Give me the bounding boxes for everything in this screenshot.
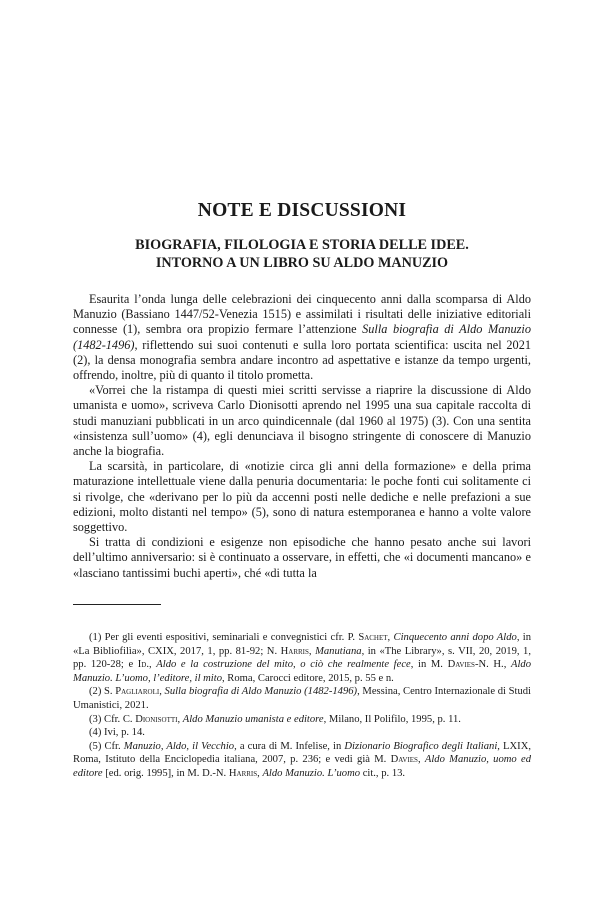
fn1-d: , <box>308 645 316 657</box>
fn5-g: cit., p. 13. <box>360 767 406 779</box>
fn5-author-1: Davies <box>390 754 418 766</box>
footnote-3 <box>73 713 531 727</box>
footnote-2 <box>73 685 531 712</box>
fn1-title-3: Aldo e la costruzione del mito, o ciò che realmente fece <box>156 659 411 671</box>
fn5-d: , <box>417 754 425 766</box>
footnote-4: (4) Ivi, p. 14. <box>89 727 145 739</box>
fn1-title-4: Aldo Manuzio. L’uomo, l’editore, il mito <box>73 659 531 684</box>
fn1-f: , <box>149 659 157 671</box>
fn5-f: , <box>257 767 263 779</box>
fn5-b: , a cura di M. Infelise, in <box>234 740 345 752</box>
fn2-a: (2) S. <box>89 686 116 698</box>
fn1-i: , Roma, Carocci editore, 2015, p. 55 e n. <box>222 672 394 684</box>
footnote-5 <box>73 740 531 781</box>
article-body <box>73 292 531 581</box>
fn1-title-2: Manutiana <box>315 645 362 657</box>
fn1-title-1: Cinquecento anni dopo Aldo <box>393 632 517 643</box>
paragraph-1 <box>73 292 531 383</box>
article-title-line-1: BIOGRAFIA, FILOLOGIA E STORIA DELLE IDEE. <box>135 237 469 253</box>
fn1-author-1: Sachet <box>358 632 388 643</box>
fn1-a: (1) Per gli eventi espositivi, seminariali e convegnistici cfr. P. <box>89 632 359 643</box>
paragraph-4: Si tratta di condizioni e esigenze non episodiche che hanno pesato anche sui lavori dell’ultimo anniversario: si è continuato a osservare, in effetti, che «i documenti mancano» e «lasciano tantissimi buchi aperti», ché «di tutta la <box>73 535 531 580</box>
fn2-title: Sulla biografia di Aldo Manuzio (1482-1496) <box>164 686 358 698</box>
fn2-c: , Messina, Centro Internazionale di Studi Umanistici, 2021. <box>73 686 531 711</box>
fn2-author: Pagliaroli <box>115 686 160 698</box>
fn3-c: , Milano, Il Polifilo, 1995, p. 11. <box>323 713 461 725</box>
fn1-author-4: Davies <box>447 659 475 671</box>
fn3-author: Dionisotti <box>135 713 178 725</box>
fn5-a: (5) Cfr. <box>89 740 124 752</box>
fn3-a: (3) Cfr. C. <box>89 713 136 725</box>
paragraph-3: La scarsità, in particolare, di «notizie circa gli anni della formazione» e della prima maturazione intellettuale viene dalla penuria documentaria: le poche fonti cui solitamente ci si rivolge, che «derivano per lo più da accenni posti nelle dediche e nelle prefazioni a sue edizioni, molto distanti nel tempo» (5), sono di natura estemporanea e hanno a volte valore soggettivo. <box>73 459 531 535</box>
footnote-separator <box>73 604 161 605</box>
book-title-italic: Sulla biografia di Aldo Manuzio (1482-1496) <box>73 322 531 352</box>
fn5-c: , LXIX, Roma, Istituto della Enciclopedia italiana, 2007, p. 236; e vedi già M. <box>73 740 531 766</box>
fn5-title-3: Aldo Manuzio, uomo ed editore <box>73 754 532 779</box>
fn5-title-1: Manuzio, Aldo, il Vecchio <box>123 740 235 752</box>
fn2-b: , <box>159 686 165 698</box>
fn1-e: , in «The Library», s. VII, 20, 2019, 1, pp. 120-28; e <box>73 645 532 671</box>
fn1-author-3: Id. <box>137 659 150 671</box>
fn5-e: [ed. orig. 1995], in M. D.-N. <box>102 767 229 779</box>
fn3-title: Aldo Manuzio umanista e editore <box>182 713 324 725</box>
paragraph-1-text-a: Esaurita l’onda lunga delle celebrazioni dei cinquecento anni dalla scomparsa di Aldo Manuzio (Bassiano 1447/52-Venezia 1515) e assimilati i risultati delle iniziative editoriali connesse (1), sembra ora propizio fermare l’attenzione <box>73 292 531 337</box>
fn5-author-2: Harris <box>228 767 258 779</box>
footnotes <box>73 631 531 781</box>
footnote-1 <box>73 631 531 685</box>
fn5-title-2: Dizionario Biografico degli Italiani <box>344 740 498 752</box>
fn1-b: , <box>387 632 394 643</box>
fn3-b: , <box>177 713 183 725</box>
article-title <box>60 236 544 272</box>
section-title: NOTE E DISCUSSIONI <box>197 200 407 221</box>
paragraph-1-text-b: , riflettendo sui suoi contenuti e sulla loro portata scientifica: uscita nel 2021 (2), la densa monografia sembra andare incontro ad aspettative e istanze da tempo urgenti, offrendo, inoltre, più di quanto il titolo prometta. <box>73 337 531 383</box>
fn1-author-2: Harris <box>280 645 309 657</box>
fn1-c: , in «La Bibliofilìa», CXIX, 2017, 1, pp. 81-92; N. <box>73 632 532 657</box>
article-title-line-2: INTORNO A UN LIBRO SU ALDO MANUZIO <box>155 255 449 271</box>
fn1-g: , in M. <box>410 659 448 671</box>
paragraph-2: «Vorrei che la ristampa di questi miei scritti servisse a riaprire la discussione di Aldo umanista e uomo», scriveva Carlo Dionisotti aprendo nel 1995 una sua capitale raccolta di studi manuziani pubblicati in un arco quindicennale (dal 1960 al 1975) (3). Con una sentita «insistenza sull’uomo» (4), egli denunciava il bisogno stringente di conoscere di Manuzio anche la biografia. <box>73 383 531 459</box>
fn5-title-4: Aldo Manuzio. L’uomo <box>262 767 361 779</box>
fn1-h: -N. H., <box>474 659 511 671</box>
